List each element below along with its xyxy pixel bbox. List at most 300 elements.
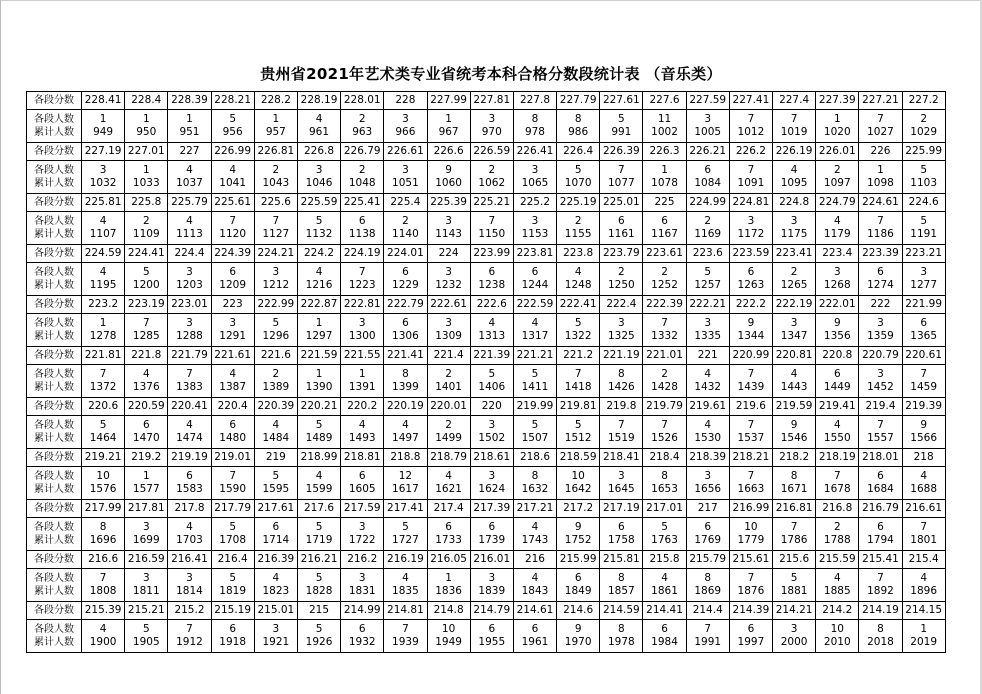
- count-value: 4: [531, 521, 539, 533]
- score-cell: 214.15: [902, 602, 945, 620]
- count-label-cell: [27, 161, 82, 194]
- cumulative-value: 1912: [176, 636, 203, 648]
- count-cell: [902, 212, 945, 245]
- score-cell: 218.79: [427, 449, 470, 467]
- count-value: 3: [920, 266, 927, 278]
- cumulative-value: 1617: [392, 483, 419, 495]
- score-cell: 225.39: [427, 194, 470, 212]
- score-label: 各段分数: [27, 551, 82, 569]
- score-cell: 215.19: [211, 602, 254, 620]
- cumulative-value: 1263: [737, 279, 765, 291]
- score-cell: 214.41: [643, 602, 686, 620]
- score-cell: 226.79: [341, 143, 384, 161]
- count-value: 6: [186, 470, 193, 482]
- cumulative-value: 1699: [132, 534, 160, 546]
- count-value: 2: [661, 266, 668, 278]
- cumulative-value: 1274: [867, 279, 894, 291]
- count-value: 2: [618, 266, 625, 278]
- score-cell: 217: [686, 500, 729, 518]
- cumulative-value: 1835: [392, 585, 419, 597]
- count-row: [27, 314, 946, 347]
- count-cell: [557, 416, 600, 449]
- cumulative-value: 1095: [780, 177, 808, 189]
- score-cell: 218.39: [686, 449, 729, 467]
- cumulative-value: 1062: [478, 177, 506, 189]
- cumulative-value: 1359: [867, 330, 894, 342]
- count-value: 8: [531, 470, 539, 482]
- count-cell: [168, 263, 211, 296]
- count-value: 4: [790, 368, 798, 380]
- cumulative-value: 1839: [478, 585, 506, 597]
- count-cell: [254, 365, 297, 398]
- score-cell: 216.81: [773, 500, 816, 518]
- cumulative-label: 累计人数: [34, 229, 74, 240]
- score-cell: 226.2: [729, 143, 772, 161]
- count-cell: [816, 365, 859, 398]
- cumulative-value: 1932: [348, 636, 376, 648]
- score-cell: 227.4: [773, 92, 816, 110]
- count-value: 3: [790, 215, 798, 227]
- score-cell: 215.79: [686, 551, 729, 569]
- cumulative-value: 1051: [392, 177, 419, 189]
- score-row: [27, 245, 946, 263]
- score-cell: 217.01: [643, 500, 686, 518]
- cumulative-value: 1801: [910, 534, 938, 546]
- count-value: 8: [618, 572, 625, 584]
- count-value: 5: [920, 215, 927, 227]
- count-row: [27, 569, 946, 602]
- cumulative-value: 1037: [176, 177, 203, 189]
- count-value: 4: [920, 572, 927, 584]
- count-cell: [470, 518, 513, 551]
- score-cell: 218.2: [773, 449, 816, 467]
- score-cell: 222.2: [729, 296, 772, 314]
- cumulative-value: 1268: [823, 279, 851, 291]
- score-cell: 219.81: [557, 398, 600, 416]
- document-title: 贵州省2021年艺术类专业省统考本科合格分数段统计表 （音乐类）: [260, 65, 722, 83]
- score-cell: 220.2: [341, 398, 384, 416]
- cumulative-value: 1991: [694, 636, 722, 648]
- count-cell: [729, 569, 772, 602]
- count-cell: [297, 467, 340, 500]
- count-value: 10: [830, 623, 844, 635]
- count-value: 3: [229, 317, 236, 329]
- score-cell: 218.61: [470, 449, 513, 467]
- count-value: 1: [833, 113, 841, 125]
- score-cell: 218.21: [729, 449, 772, 467]
- cumulative-value: 1200: [132, 279, 160, 291]
- count-cell: [211, 110, 254, 143]
- score-cell: 215.2: [168, 602, 211, 620]
- count-value: 3: [272, 623, 280, 635]
- count-value: 6: [272, 521, 280, 533]
- count-cell: [686, 569, 729, 602]
- score-cell: 215.8: [643, 551, 686, 569]
- count-cell: [125, 212, 168, 245]
- count-cell: [686, 212, 729, 245]
- count-cell: [773, 314, 816, 347]
- cumulative-value: 1869: [694, 585, 722, 597]
- count-cell: [470, 110, 513, 143]
- score-cell: 225.4: [384, 194, 427, 212]
- score-cell: 224.99: [686, 194, 729, 212]
- count-cell: [125, 416, 168, 449]
- count-value: 6: [747, 266, 755, 278]
- score-cell: 219.01: [211, 449, 254, 467]
- cumulative-value: 1779: [737, 534, 765, 546]
- cumulative-value: 950: [136, 126, 157, 138]
- count-cell: [729, 620, 772, 653]
- count-cell: [341, 467, 384, 500]
- score-cell: 227.79: [557, 92, 600, 110]
- count-value: 2: [661, 368, 668, 380]
- cumulative-value: 951: [179, 126, 200, 138]
- count-value: 3: [402, 164, 409, 176]
- cumulative-value: 1905: [132, 636, 160, 648]
- cumulative-value: 963: [352, 126, 373, 138]
- count-value: 2: [488, 164, 496, 176]
- score-row: [27, 92, 946, 110]
- cumulative-value: 1285: [132, 330, 160, 342]
- count-value: 6: [358, 470, 366, 482]
- score-cell: 216.99: [729, 500, 772, 518]
- count-cell: [902, 620, 945, 653]
- score-row: [27, 194, 946, 212]
- score-cell: 218.81: [341, 449, 384, 467]
- cumulative-value: 1288: [176, 330, 203, 342]
- count-cell: [816, 161, 859, 194]
- count-cell: [902, 416, 945, 449]
- score-cell: 222.79: [384, 296, 427, 314]
- count-cell: [600, 314, 643, 347]
- score-cell: 214.79: [470, 602, 513, 620]
- score-row: [27, 602, 946, 620]
- count-value: 6: [747, 623, 755, 635]
- score-cell: 214.99: [341, 602, 384, 620]
- score-cell: 219: [254, 449, 297, 467]
- count-value: 5: [704, 266, 712, 278]
- count-cell: [729, 416, 772, 449]
- count-value: 2: [833, 164, 841, 176]
- score-cell: 224.21: [254, 245, 297, 263]
- cumulative-value: 1537: [737, 432, 765, 444]
- count-cell: [557, 212, 600, 245]
- count-cell: [816, 416, 859, 449]
- cumulative-value: 1406: [478, 381, 506, 393]
- count-cell: [513, 416, 556, 449]
- count-cell: [82, 416, 125, 449]
- count-value: 7: [661, 419, 668, 431]
- cumulative-value: 1065: [521, 177, 549, 189]
- count-value: 3: [790, 317, 798, 329]
- count-cell: [557, 467, 600, 500]
- score-cell: 219.99: [513, 398, 556, 416]
- count-cell: [643, 467, 686, 500]
- score-cell: 216.79: [859, 500, 902, 518]
- cumulative-value: 1389: [262, 381, 290, 393]
- score-cell: 220.39: [254, 398, 297, 416]
- count-cell: [816, 518, 859, 551]
- count-value: 3: [142, 521, 150, 533]
- score-cell: 223.41: [773, 245, 816, 263]
- score-cell: 218.41: [600, 449, 643, 467]
- count-cell: [470, 263, 513, 296]
- count-cell: [557, 314, 600, 347]
- count-cell: [902, 110, 945, 143]
- cumulative-value: 1019: [780, 126, 808, 138]
- score-cell: 222.6: [470, 296, 513, 314]
- count-cell: [773, 416, 816, 449]
- count-cell: [384, 569, 427, 602]
- cumulative-value: 1297: [305, 330, 333, 342]
- score-cell: 224.8: [773, 194, 816, 212]
- score-cell: 214.6: [557, 602, 600, 620]
- count-cell: [427, 314, 470, 347]
- cumulative-value: 1005: [694, 126, 722, 138]
- cumulative-value: 1814: [176, 585, 203, 597]
- count-cell: [125, 314, 168, 347]
- cumulative-value: 1372: [89, 381, 117, 393]
- count-value: 4: [488, 317, 496, 329]
- count-value: 5: [229, 572, 236, 584]
- cumulative-value: 1769: [694, 534, 722, 546]
- score-cell: 223.8: [557, 245, 600, 263]
- score-row: [27, 551, 946, 569]
- count-cell: [125, 518, 168, 551]
- score-cell: 219.6: [729, 398, 772, 416]
- score-cell: 219.2: [125, 449, 168, 467]
- cumulative-value: 966: [395, 126, 416, 138]
- score-label: 各段分数: [27, 602, 82, 620]
- score-cell: 218.59: [557, 449, 600, 467]
- count-value: 5: [574, 317, 582, 329]
- count-cell: [773, 263, 816, 296]
- count-value: 4: [920, 470, 927, 482]
- score-cell: 219.59: [773, 398, 816, 416]
- count-value: 7: [661, 317, 668, 329]
- count-value: 7: [747, 419, 755, 431]
- count-value: 5: [661, 521, 668, 533]
- count-value: 5: [402, 521, 409, 533]
- cumulative-value: 1203: [176, 279, 203, 291]
- count-value: 7: [747, 470, 755, 482]
- score-row: [27, 398, 946, 416]
- score-cell: 225.6: [254, 194, 297, 212]
- cumulative-value: 1356: [823, 330, 851, 342]
- score-cell: 226.6: [427, 143, 470, 161]
- cumulative-value: 1317: [521, 330, 549, 342]
- count-row: [27, 110, 946, 143]
- count-value: 3: [358, 521, 366, 533]
- score-cell: 221.8: [125, 347, 168, 365]
- cumulative-value: 1828: [305, 585, 333, 597]
- count-value: 7: [790, 113, 798, 125]
- cumulative-value: 1070: [564, 177, 592, 189]
- count-cell: [773, 467, 816, 500]
- cumulative-value: 1961: [521, 636, 549, 648]
- count-cell: [427, 620, 470, 653]
- count-cell: [686, 365, 729, 398]
- count-value: 7: [920, 368, 927, 380]
- cumulative-value: 2000: [780, 636, 808, 648]
- count-cell: [384, 212, 427, 245]
- score-cell: 214.81: [384, 602, 427, 620]
- count-value: 1: [142, 164, 150, 176]
- count-cell: [254, 620, 297, 653]
- count-cell: [82, 314, 125, 347]
- count-value: 4: [186, 521, 193, 533]
- cumulative-value: 1046: [305, 177, 333, 189]
- cumulative-value: 1344: [737, 330, 765, 342]
- score-cell: 227.6: [643, 92, 686, 110]
- count-cell: [513, 365, 556, 398]
- count-label-cell: [27, 314, 82, 347]
- score-cell: 216.39: [254, 551, 297, 569]
- count-row: [27, 365, 946, 398]
- count-value: 7: [402, 623, 409, 635]
- count-cell: [254, 467, 297, 500]
- count-cell: [600, 620, 643, 653]
- count-value: 2: [272, 368, 280, 380]
- count-cell: [297, 620, 340, 653]
- score-cell: 223.01: [168, 296, 211, 314]
- count-cell: [513, 314, 556, 347]
- count-cell: [470, 365, 513, 398]
- count-cell: [557, 161, 600, 194]
- cumulative-value: 1526: [651, 432, 678, 444]
- cumulative-value: 1926: [305, 636, 333, 648]
- cumulative-value: 1857: [607, 585, 635, 597]
- cumulative-value: 2010: [823, 636, 851, 648]
- cumulative-value: 1722: [348, 534, 376, 546]
- count-cell: [600, 518, 643, 551]
- score-cell: 220.01: [427, 398, 470, 416]
- count-cell: [297, 314, 340, 347]
- cumulative-value: 1642: [564, 483, 592, 495]
- cumulative-value: 1138: [348, 228, 376, 240]
- count-cell: [384, 263, 427, 296]
- score-cell: 220: [470, 398, 513, 416]
- cumulative-value: 1041: [219, 177, 247, 189]
- score-label: 各段分数: [27, 500, 82, 518]
- cumulative-value: 1696: [89, 534, 117, 546]
- cumulative-value: 1127: [262, 228, 290, 240]
- count-value: 10: [571, 470, 585, 482]
- count-cell: [384, 365, 427, 398]
- count-value: 7: [186, 368, 193, 380]
- cumulative-value: 1808: [89, 585, 117, 597]
- score-cell: 223.81: [513, 245, 556, 263]
- score-cell: 224.79: [816, 194, 859, 212]
- count-row: [27, 518, 946, 551]
- cumulative-value: 1443: [780, 381, 808, 393]
- score-cell: 220.6: [82, 398, 125, 416]
- score-cell: 228.39: [168, 92, 211, 110]
- score-cell: 224.01: [384, 245, 427, 263]
- count-value: 6: [402, 266, 409, 278]
- count-value: 4: [402, 572, 409, 584]
- count-value: 6: [402, 317, 409, 329]
- score-cell: 220.4: [211, 398, 254, 416]
- count-cell: [211, 467, 254, 500]
- score-cell: 228.19: [297, 92, 340, 110]
- count-cell: [297, 569, 340, 602]
- score-cell: 216.61: [902, 500, 945, 518]
- count-cell: [211, 416, 254, 449]
- cumulative-value: 978: [524, 126, 545, 138]
- score-cell: 220.41: [168, 398, 211, 416]
- count-value: 4: [99, 623, 107, 635]
- count-value: 9: [790, 419, 798, 431]
- score-cell: 215: [297, 602, 340, 620]
- score-cell: 216.41: [168, 551, 211, 569]
- cumulative-value: 1257: [694, 279, 722, 291]
- count-cell: [211, 620, 254, 653]
- cumulative-value: 1949: [435, 636, 462, 648]
- cumulative-value: 1474: [176, 432, 203, 444]
- count-cell: [341, 161, 384, 194]
- count-cell: [125, 161, 168, 194]
- score-cell: 225.19: [557, 194, 600, 212]
- count-row: [27, 416, 946, 449]
- count-cell: [773, 110, 816, 143]
- score-cell: 218.8: [384, 449, 427, 467]
- cumulative-value: 1060: [435, 177, 462, 189]
- count-cell: [729, 518, 772, 551]
- cumulative-value: 2018: [867, 636, 894, 648]
- count-cell: [168, 569, 211, 602]
- count-value: 3: [747, 215, 755, 227]
- count-value: 7: [99, 368, 107, 380]
- cumulative-value: 1758: [607, 534, 635, 546]
- cumulative-value: 1043: [262, 177, 290, 189]
- score-cell: 214.8: [427, 602, 470, 620]
- count-cell: [427, 212, 470, 245]
- count-value: 1: [99, 317, 107, 329]
- count-value: 7: [229, 215, 236, 227]
- score-cell: 225.41: [341, 194, 384, 212]
- count-value: 2: [790, 266, 798, 278]
- count-value: 5: [618, 113, 625, 125]
- count-value: 7: [747, 164, 755, 176]
- cumulative-value: 1020: [823, 126, 851, 138]
- count-row: [27, 212, 946, 245]
- cumulative-value: 1238: [478, 279, 506, 291]
- score-cell: 226.4: [557, 143, 600, 161]
- count-cell: [125, 365, 168, 398]
- score-cell: 225.21: [470, 194, 513, 212]
- count-cell: [211, 518, 254, 551]
- count-cell: [470, 620, 513, 653]
- count-value: 7: [99, 572, 107, 584]
- cumulative-value: 1306: [392, 330, 419, 342]
- count-cell: [686, 416, 729, 449]
- cumulative-value: 1278: [89, 330, 117, 342]
- count-cell: [902, 161, 945, 194]
- count-cell: [816, 569, 859, 602]
- count-value: 6: [358, 215, 366, 227]
- count-cell: [168, 365, 211, 398]
- score-cell: 226.41: [513, 143, 556, 161]
- count-cell: [859, 110, 902, 143]
- count-value: 6: [661, 623, 668, 635]
- count-value: 7: [618, 164, 625, 176]
- count-value: 3: [531, 164, 539, 176]
- count-cell: [557, 263, 600, 296]
- score-cell: 222.59: [513, 296, 556, 314]
- cumulative-label: 累计人数: [34, 433, 74, 444]
- count-cell: [384, 314, 427, 347]
